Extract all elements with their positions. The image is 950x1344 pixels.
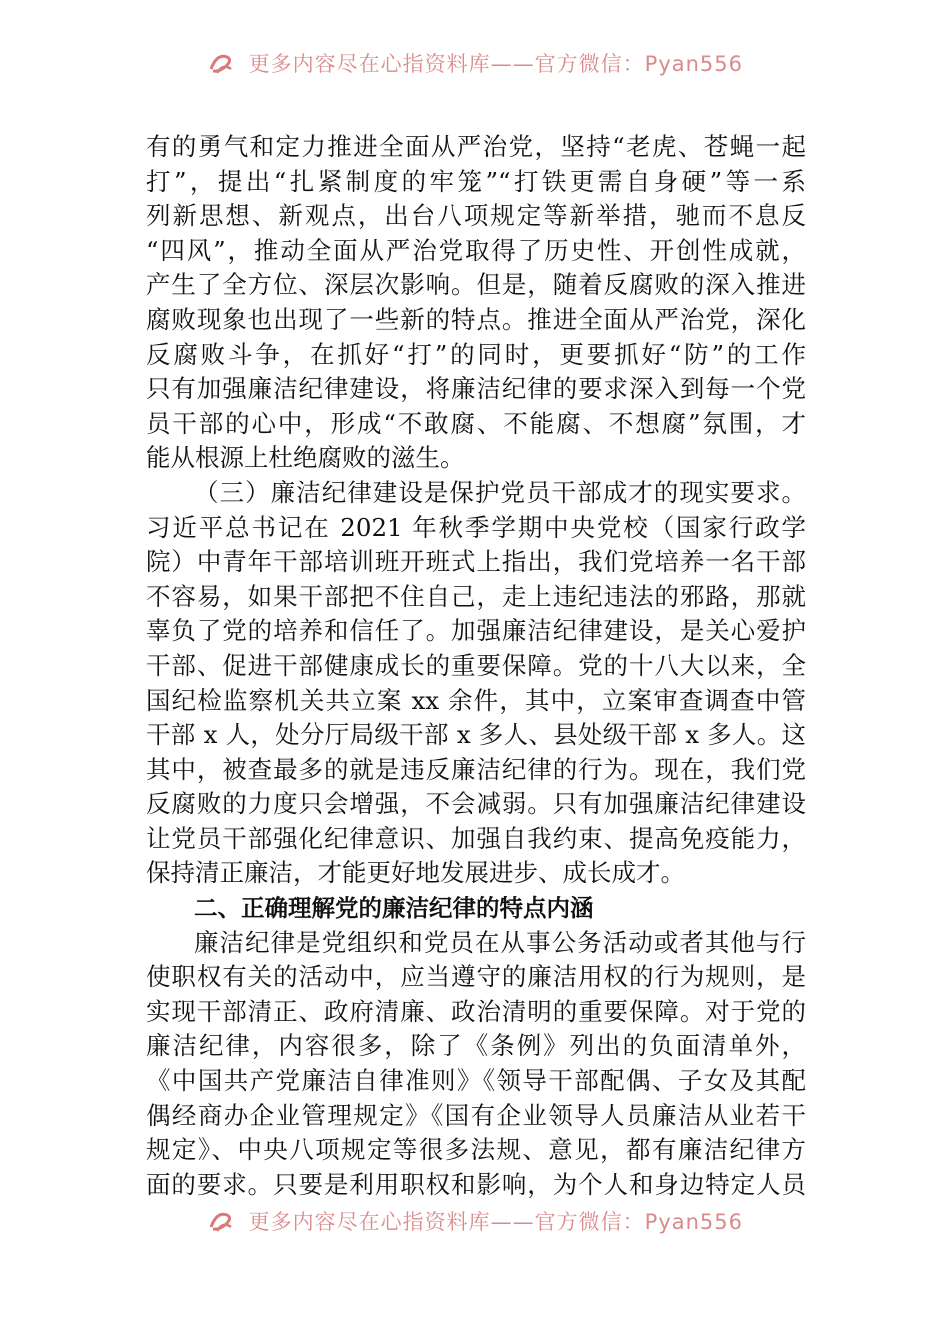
text-line: 反腐败斗争，在抓好“打”的同时，更要抓好“防”的工作 [146,339,806,369]
logo-icon [207,51,235,77]
text-line: 廉洁纪律是党组织和党员在从事公务活动或者其他与行 [194,927,806,957]
text-line: 实现干部清正、政府清廉、政治清明的重要保障。对于党的 [146,996,806,1026]
text-line: 让党员干部强化纪律意识、加强自我约束、提高免疫能力， [146,823,806,853]
text-line: 反腐败的力度只会增强，不会减弱。只有加强廉洁纪律建设 [146,789,806,819]
document-body [146,130,806,1202]
text-line: 干部 x 人，处分厅局级干部 x 多人、县处级干部 x 多人。这 [146,720,806,750]
text-line: 《中国共产党廉洁自律准则》《领导干部配偶、子女及其配 [146,1066,806,1096]
text-line: 面的要求。只要是利用职权和影响，为个人和身边特定人员 [146,1169,806,1199]
text-line: 列新思想、新观点，出台八项规定等新举措，驰而不息反 [146,201,806,231]
text-line: 保持清正廉洁，才能更好地发展进步、成长成才。 [146,858,685,888]
text-line: “四风”，推动全面从严治党取得了历史性、开创性成就， [146,235,806,265]
text-line: 偶经商办企业管理规定》《国有企业领导人员廉洁从业若干 [146,1100,806,1130]
text-line: 打”，提出“扎紧制度的牢笼”“打铁更需自身硬”等一系 [146,166,806,196]
header-watermark [0,50,950,84]
logo-icon [207,1209,235,1235]
text-line: 国纪检监察机关共立案 xx 余件，其中，立案审查调查中管 [146,685,806,715]
watermark-text: 更多内容尽在心指资料库——官方微信：Pyan556 [248,1210,744,1234]
text-line: 廉洁纪律，内容很多，除了《条例》列出的负面清单外， [146,1031,806,1061]
text-line: 腐败现象也出现了一些新的特点。推进全面从严治党，深化 [146,304,806,334]
section-heading: 二、正确理解党的廉洁纪律的特点内涵 [194,894,594,923]
text-line: 辜负了党的培养和信任了。加强廉洁纪律建设，是关心爱护 [146,616,806,646]
text-line: 规定》、中央八项规定等很多法规、意见，都有廉洁纪律方 [146,1135,806,1165]
text-line: 不容易，如果干部把不住自己，走上违纪违法的邪路，那就 [146,581,806,611]
text-line: 只有加强廉洁纪律建设，将廉洁纪律的要求深入到每一个党 [146,374,806,404]
text-line: 习近平总书记在 2021 年秋季学期中央党校（国家行政学 [146,512,806,542]
footer-watermark [0,1208,950,1242]
text-line: 使职权有关的活动中，应当遵守的廉洁用权的行为规则，是 [146,962,806,992]
text-line: 有的勇气和定力推进全面从严治党，坚持“老虎、苍蝇一起 [146,132,806,161]
text-line: 院）中青年干部培训班开班式上指出，我们党培养一名干部 [146,547,806,577]
text-line: 员干部的心中，形成“不敢腐、不能腐、不想腐”氛围，才 [146,408,806,438]
text-line: 产生了全方位、深层次影响。但是，随着反腐败的深入推进 [146,270,806,300]
text-line: 能从根源上杜绝腐败的滋生。 [146,443,465,473]
watermark-text: 更多内容尽在心指资料库——官方微信：Pyan556 [248,52,744,76]
text-line: 干部、促进干部健康成长的重要保障。党的十八大以来，全 [146,650,806,680]
text-line: 其中，被查最多的就是违反廉洁纪律的行为。现在，我们党 [146,754,806,784]
text-line: （三）廉洁纪律建设是保护党员干部成才的现实要求。 [194,477,806,507]
